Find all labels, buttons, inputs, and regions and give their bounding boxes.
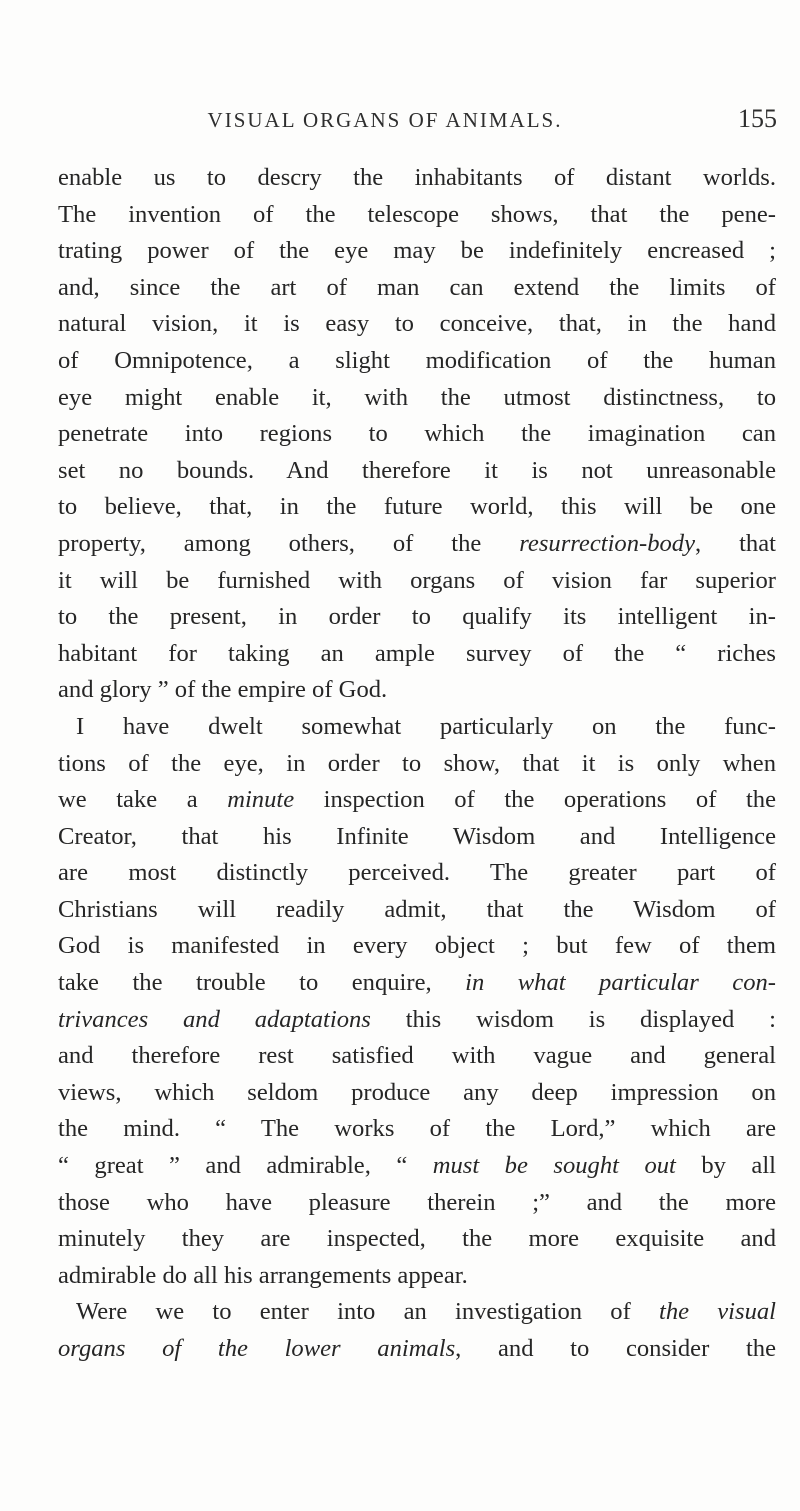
text-line: I have dwelt somewhat particularly on the func- (76, 712, 776, 740)
text-line: Were we to enter into an investigation of the visual (76, 1298, 776, 1326)
text-line: penetrate into regions to which the imagination can (58, 420, 776, 448)
text-line: and therefore rest satisfied with vague and general (58, 1042, 776, 1070)
text-line: and, since the art of man can extend the limits of (58, 273, 776, 301)
text-line: tions of the eye, in order to show, that it is only when (58, 749, 776, 777)
text-line: natural vision, it is easy to conceive, that, in the hand (58, 310, 776, 338)
text-line: property, among others, of the resurrection-body, that (58, 529, 776, 557)
text-line: organs of the lower animals, and to consider the (58, 1335, 776, 1362)
text-line: admirable do all his arrangements appear. (58, 1261, 468, 1289)
text-line: the mind. “ The works of the Lord,” which are (58, 1115, 776, 1143)
text-line: Creator, that his Infinite Wisdom and Intelligence (58, 822, 776, 850)
text-line: we take a minute inspection of the operations of the (58, 786, 776, 814)
text-line: Christians will readily admit, that the Wisdom of (58, 895, 776, 923)
text-line: those who have pleasure therein ;” and the more (58, 1188, 776, 1216)
text-line: minutely they are inspected, the more exquisite and (58, 1225, 776, 1253)
text-line: of Omnipotence, a slight modification of the human (58, 346, 776, 374)
text-line: and glory ” of the empire of God. (58, 676, 388, 704)
text-line: to the present, in order to qualify its intelligent in- (58, 603, 776, 631)
text-line: to believe, that, in the future world, this will be one (58, 493, 776, 521)
text-line: are most distinctly perceived. The greater part of (58, 859, 776, 887)
text-line: God is manifested in every object ; but few of them (58, 932, 776, 960)
text-line: views, which seldom produce any deep impression on (58, 1078, 776, 1106)
text-line: eye might enable it, with the utmost distinctness, to (58, 383, 776, 411)
body-text (58, 160, 776, 1368)
text-line: trating power of the eye may be indefinitely encreased ; (58, 237, 776, 265)
text-line: set no bounds. And therefore it is not unreasonable (58, 456, 776, 484)
text-line: it will be furnished with organs of vision far superior (58, 566, 776, 594)
text-line: enable us to descry the inhabitants of distant worlds. (58, 164, 776, 191)
text-line: habitant for taking an ample survey of the “ riches (58, 639, 776, 667)
text-line: “ great ” and admirable, “ must be sought out by all (58, 1152, 777, 1180)
page-number: 155 (738, 104, 777, 133)
running-head: VISUAL ORGANS OF ANIMALS. (207, 108, 563, 132)
text-line: take the trouble to enquire, in what particular con- (58, 969, 776, 997)
text-line: trivances and adaptations this wisdom is displayed : (58, 1005, 776, 1033)
text-line: The invention of the telescope shows, that the pene- (58, 200, 776, 228)
